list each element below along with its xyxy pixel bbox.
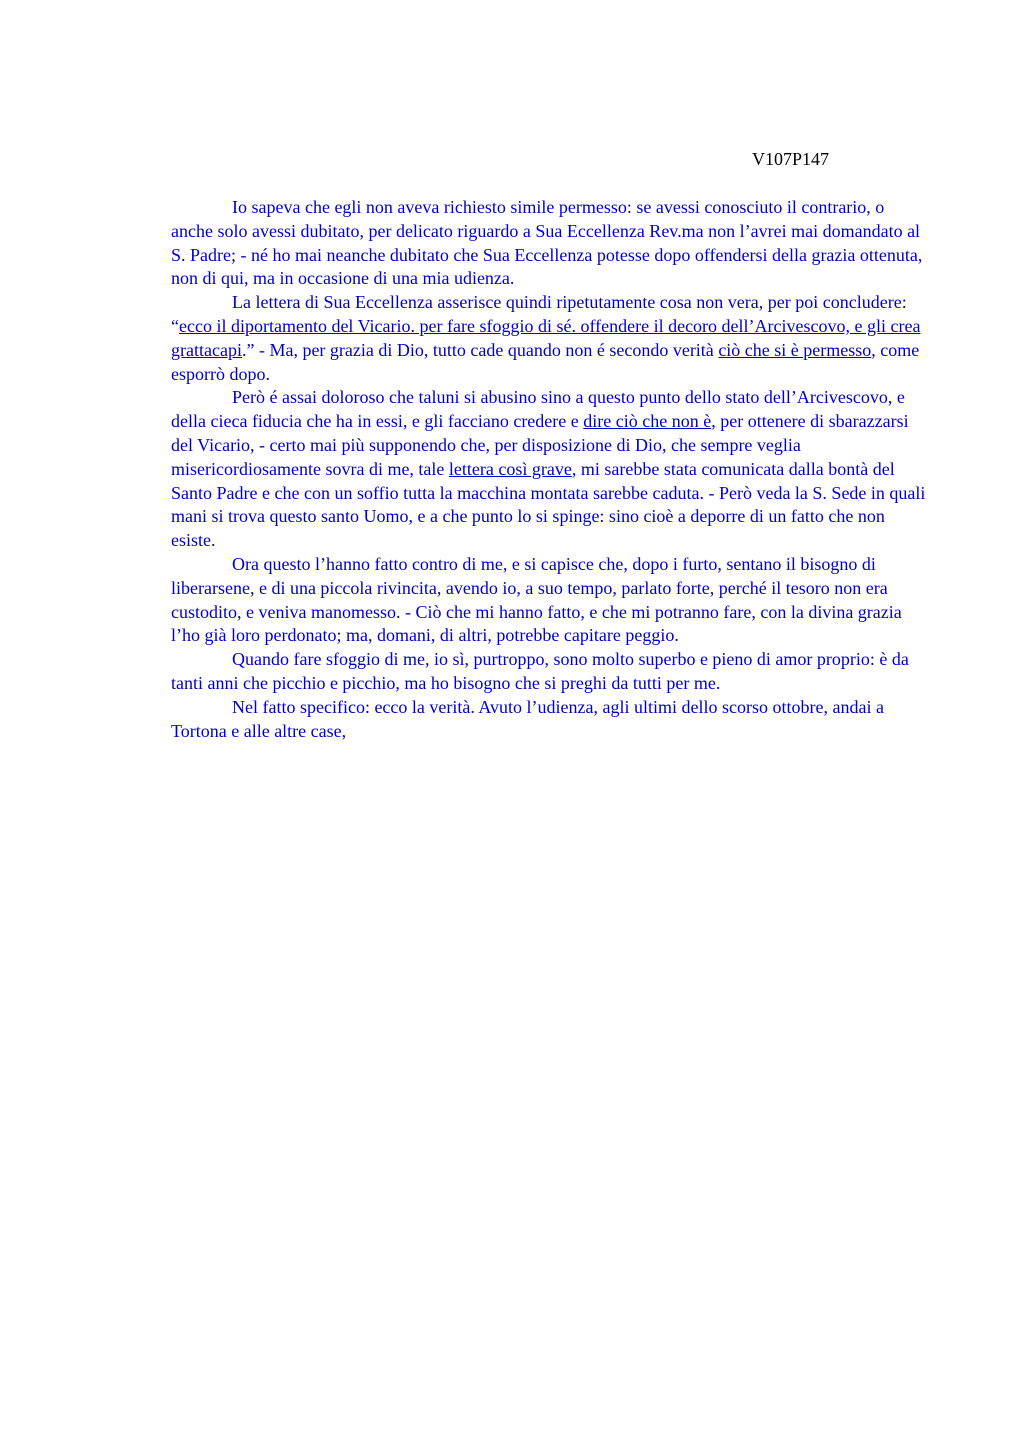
paragraph-text: .” - Ma, per grazia di Dio, tutto cade quando non é secondo verità <box>241 339 719 360</box>
paragraph <box>171 648 926 696</box>
paragraph <box>171 553 926 648</box>
paragraph-text: , come esporrò dopo. <box>171 339 920 384</box>
paragraph-text: , per ottenere di sbarazzarsi del Vicario, - certo mai più supponendo che, per disposizione di Dio, che sempre veglia misericordiosamente sovra di me, tale <box>171 411 909 479</box>
paragraph-text: Quando fare sfoggio di me, io sì, purtroppo, sono molto superbo e pieno di amor proprio: è da tanti anni che picchio e picchio, ma ho bisogno che si preghi da tutti per me. <box>171 649 909 693</box>
paragraph <box>171 196 926 291</box>
paragraph-text: Nel fatto specifico: ecco la verità. Avuto l’udienza, agli ultimi dello scorso ottobre, andai a Tortona e alle altre case, <box>171 696 884 741</box>
letter-body <box>171 196 926 743</box>
paragraph-text: Io sapeva che egli non aveva richiesto simile permesso: se avessi conosciuto il contrario, o anche solo avessi dubitato, per delicato riguardo a Sua Eccellenza Rev.ma non l’avrei mai domandato al S. Padre; - né ho mai neanche dubitato che Sua Eccellenza potesse dopo offendersi della grazia ottenuta, non di qui, ma in occasione di una mia udienza. <box>171 197 923 289</box>
underlined-phrase: ciò che si è permesso <box>718 339 872 360</box>
paragraph-text: Però é assai doloroso che taluni si abusino sino a questo punto dello stato dell’Arcivescovo, e della cieca fiducia che ha in essi, e gli facciano credere e <box>171 387 905 432</box>
underlined-phrase: dire ciò che non è <box>583 411 712 432</box>
paragraph <box>171 386 926 553</box>
paragraph-text: , mi sarebbe stata comunicata dalla bontà del Santo Padre e che con un soffio tutta la macchina montata sarebbe caduta. - Però veda la S. Sede in quali mani si trova questo santo Uomo, e a che punto lo si spinge: sino cioè a deporre di un fatto che non esiste. <box>171 458 926 551</box>
underlined-quote: ecco il diportamento del Vicario. per fare sfoggio di sé. offendere il decoro dell’Arcivescovo, e gli crea grattacapi <box>171 315 921 360</box>
paragraph-text: La lettera di Sua Eccellenza asserisce quindi ripetutamente cosa non vera, per poi concludere: “ <box>171 292 907 336</box>
paragraph-text: Ora questo l’hanno fatto contro di me, e si capisce che, dopo i furto, sentano il bisogno di liberarsene, e di una piccola rivincita, avendo io, a suo tempo, parlato forte, perché il tesoro non era custodito, e veniva manomesso. - Ciò che mi hanno fatto, e che mi potranno fare, con la divina grazia l’ho già loro perdonato; ma, domani, di altri, potrebbe capitare peggio. <box>171 553 902 646</box>
underlined-phrase: lettera così grave <box>448 458 572 479</box>
paragraph <box>171 291 926 386</box>
paragraph <box>171 696 926 744</box>
page-identifier: V107P147 <box>752 149 830 169</box>
